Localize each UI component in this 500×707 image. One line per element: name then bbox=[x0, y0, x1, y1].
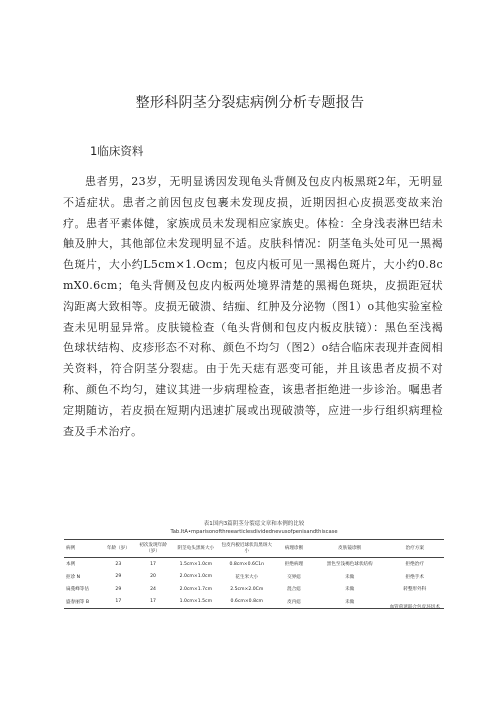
cell-age: 29 bbox=[115, 586, 122, 592]
cell-treatment: 拒绝手术 bbox=[405, 574, 424, 580]
cell-onset-age: 17 bbox=[150, 561, 156, 567]
cell-age: 17 bbox=[103, 596, 134, 609]
cell-foreskin-size: 花生米大小 bbox=[235, 574, 259, 580]
table-footnote: 血管荷迷联合包皮环切术 bbox=[389, 605, 440, 610]
comparison-table-block bbox=[64, 520, 444, 610]
cell-treatment: 转整形外科 bbox=[403, 587, 427, 593]
table-row bbox=[64, 571, 444, 584]
table-caption: 表1国内3篇阴茎分裂痣文章和本例的比较 bbox=[203, 521, 305, 527]
cell-case: 拒诊 N bbox=[66, 574, 81, 580]
comparison-table bbox=[64, 539, 444, 609]
cell-pathology: 混合痣 bbox=[287, 587, 301, 593]
cell-dermoscopy: 未做 bbox=[345, 587, 355, 593]
header-treatment: 治疗方案 bbox=[385, 540, 444, 558]
cell-foreskin-size: 0.6cm×0.8cm bbox=[219, 596, 274, 609]
table-row bbox=[64, 558, 444, 571]
cell-treatment: 拒绝治疗 bbox=[405, 562, 424, 568]
document-title: 整形科阴茎分裂痣病例分析专题报告 bbox=[135, 95, 365, 111]
header-glans-lesion-size: 阴茎龟头黑斑大小 bbox=[172, 540, 219, 558]
table-caption-english: Tab.ItA•mparisonofthreearticlesdividednevusofpenisandthiscase bbox=[170, 529, 338, 535]
section-heading: 1临床资料 bbox=[90, 144, 144, 158]
cell-dermoscopy: 黑色至浅褐色球状结构 bbox=[326, 562, 373, 568]
cell-pathology: 皮内痣 bbox=[274, 596, 314, 609]
cell-case: 盛春丽等 B bbox=[64, 596, 103, 609]
table-row bbox=[64, 583, 444, 596]
cell-case: 本例 bbox=[66, 562, 76, 568]
table-header-row bbox=[64, 540, 444, 558]
header-case: 病例 bbox=[64, 540, 103, 558]
cell-glans-size: 1.0cm×1.5cm bbox=[172, 596, 219, 609]
cell-dermoscopy: 未做 bbox=[314, 596, 386, 609]
header-dermoscopy: 皮肤镜诊断 bbox=[314, 540, 386, 558]
header-onset-age: 初次发现年龄（岁） bbox=[134, 540, 172, 558]
cell-onset-age: 17 bbox=[134, 596, 172, 609]
cell-age: 29 bbox=[115, 574, 122, 580]
cell-pathology: 交界痣 bbox=[287, 574, 301, 580]
cell-glans-size: 2.0cm×1.7cm bbox=[179, 586, 213, 592]
cell-age: 23 bbox=[115, 561, 122, 567]
cell-onset-age: 24 bbox=[150, 586, 156, 592]
cell-glans-size: 2.0cm×1.0cm bbox=[179, 574, 213, 580]
body-paragraph: 患者男，23岁，无明显诱因发现龟头背侧及包皮内板黑斑2年，无明显不适症状。患者之前因包皮包裹未发现皮损，近期因担心皮损恶变故来治疗。患者平素体健，家族成员未发现相应家族史。体检：全身浅表淋巴结未触及肿大，其他部位未发现明显不适。皮肤科情况：阴茎龟头处可见一黑褐色斑片，大小约L5cm×1.Ocm；包皮内板可见一黑褐色斑片，大小约0.8cmX0.6cm；龟头背侧及包皮内板两处境界清楚的黑褐色斑块，皮损距冠状沟距离大致相等。皮损无破溃、结痂、红肿及分泌物（图1）o其他实验室检查未见明显异常。皮肤镜检查（龟头背侧和包皮内板皮肤镜）：黑色至浅褐色球状结构、皮疹形态不对称、颜色不均匀（图2）o结合临床表现并查阅相关资料，符合阴茎分裂痣。由于先天痣有恶变可能，并且该患者皮损不对称、颜色不均匀，建议其进一步病理检查，该患者拒绝进一步诊治。嘱患者定期随访，若皮损在短期内迅速扩展或出现破溃等，应进一步行组织病理检查及手术治疗。 bbox=[63, 175, 443, 438]
header-foreskin-lesion-size: 包皮内板近球状沟黑斑大小 bbox=[219, 540, 274, 558]
cell-case: 扁蔓峰等估 bbox=[66, 587, 89, 593]
header-age: 年龄（岁） bbox=[103, 540, 134, 558]
cell-foreskin-size: 2.5cm×2.0Cm bbox=[230, 586, 264, 592]
cell-glans-size: 1.5cm×1.0cm bbox=[179, 561, 213, 567]
cell-onset-age: 20 bbox=[150, 574, 156, 580]
cell-dermoscopy: 未做 bbox=[345, 574, 355, 580]
header-pathology: 病理诊断 bbox=[274, 540, 314, 558]
cell-foreskin-size: 0.8cm×0.6C1n bbox=[229, 561, 265, 567]
cell-pathology: 拒绝病理 bbox=[284, 562, 304, 568]
